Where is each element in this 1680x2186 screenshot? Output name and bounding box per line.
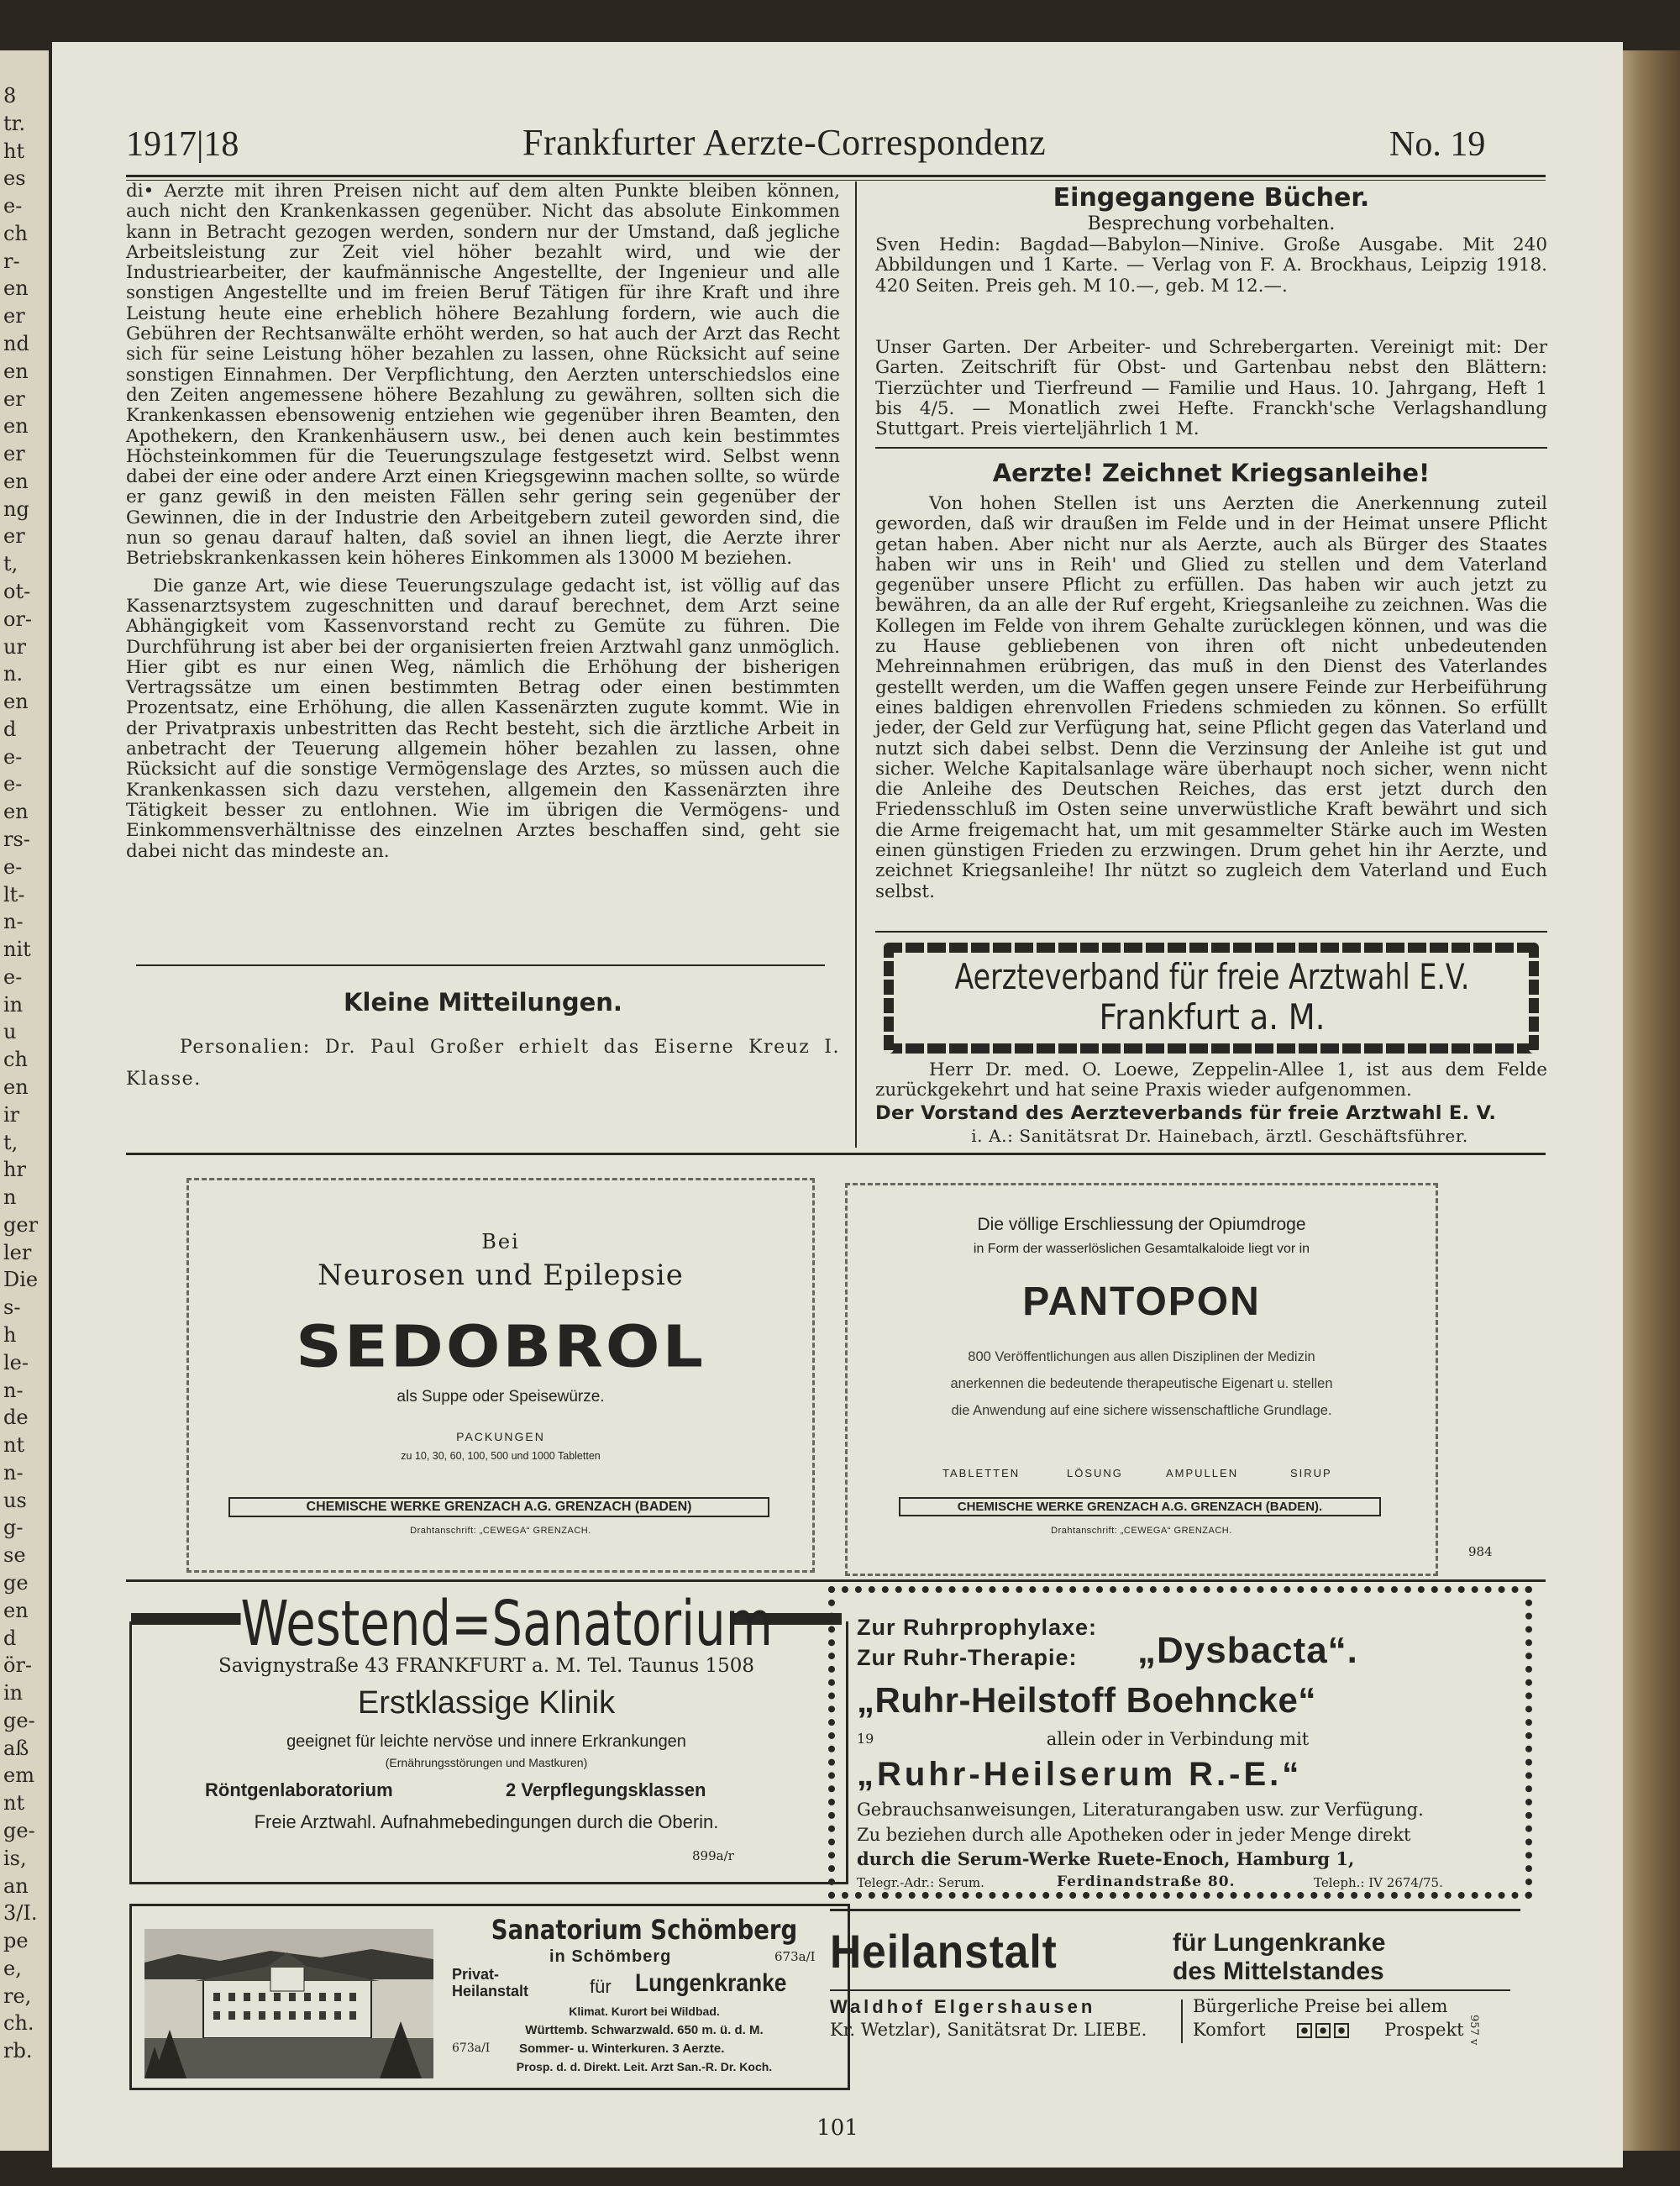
dysbacta-heilstoff: „Ruhr-Heilstoff Boehncke“ bbox=[857, 1680, 1316, 1720]
page-edge-fragment: us bbox=[3, 1488, 27, 1512]
westend-code: 899a/r bbox=[692, 1848, 734, 1863]
pantopon-line1: Die völlige Erschliessung der Opiumdroge bbox=[977, 1215, 1306, 1234]
dysbacta-num: 19 bbox=[857, 1731, 874, 1747]
page-edge-fragment: ler bbox=[3, 1240, 32, 1264]
westend-suitability: geeignet für leichte nervöse und innere Erkrankungen bbox=[286, 1732, 686, 1751]
page-edge-fragment: e, bbox=[3, 1956, 22, 1980]
page-edge-fragment: es bbox=[3, 166, 26, 191]
westend-roentgen: Röntgenlaboratorium bbox=[205, 1779, 393, 1800]
section-rule bbox=[875, 447, 1547, 449]
page-edge-fragment: is, bbox=[3, 1846, 27, 1870]
page-edge-fragment: d bbox=[3, 717, 17, 741]
page-edge-fragment: nit bbox=[3, 938, 31, 962]
page-edge-fragment: 3/I. bbox=[3, 1901, 38, 1926]
schoemberg-fuer: für bbox=[590, 1976, 612, 1997]
page-edge-fragment: lt- bbox=[3, 882, 25, 906]
page-edge-fragment: or- bbox=[3, 607, 33, 631]
dysbacta-info: Gebrauchsanweisungen, Literaturangaben usw. zur Verfügung. bbox=[857, 1800, 1424, 1820]
pantopon-line2: in Form der wasserlöslichen Gesamtalkaloide liegt vor in bbox=[973, 1242, 1310, 1256]
heilanstalt-top-rule bbox=[830, 1909, 1520, 1911]
schoemberg-sommer: Sommer- u. Winterkuren. 3 Aerzte. bbox=[519, 2041, 725, 2056]
page-edge-fragment: g- bbox=[3, 1516, 24, 1540]
page-edge-fragment: n- bbox=[3, 910, 24, 934]
header-rule bbox=[126, 175, 1546, 177]
sedobrol-bei: Bei bbox=[481, 1230, 520, 1253]
books-subtitle: Besprechung vorbehalten. bbox=[1087, 213, 1336, 234]
pantopon-wire: Drahtanschrift: „CEWEGA“ GRENZACH. bbox=[1051, 1526, 1232, 1536]
pantopon-form: TABLETTEN bbox=[942, 1467, 1021, 1479]
book-entry: Sven Hedin: Bagdad—Babylon—Ninive. Große Ausgabe. Mit 240 Abbildungen und 1 Karte. — Verlag von F. A. Brockhaus, Leipzig 1918. 420 Seiten. Preis geh. M 10.—, geb. M 12.—. bbox=[875, 234, 1547, 297]
page-edge-fragment: en bbox=[3, 1598, 29, 1622]
heilanstalt-rule bbox=[830, 1989, 1510, 1991]
schoemberg-code2: 673a/I bbox=[452, 2041, 491, 2055]
page-edge-fragment: se bbox=[3, 1543, 26, 1568]
book-entry: Unser Garten. Der Arbeiter- und Schrebergarten. Vereinigt mit: Der Garten. Zeitschrift für Obst- und Gartenbau nebst den Blättern: Tierzüchter und Tierfreund — Familie und Haus. 10. Jahrgang, Heft 1 bis 4/5. — Monatlich zwei Hefte. Franckh'sche Verlagshandlung Stuttgart. Preis vierteljährlich 1 M. bbox=[875, 337, 1547, 440]
page-edge-fragment: ch bbox=[3, 221, 28, 245]
dysbacta-street: Ferdinandstraße 80. bbox=[1057, 1873, 1236, 1890]
page-edge-fragment: e- bbox=[3, 744, 23, 769]
schoemberg-privat: Privat- bbox=[452, 1966, 500, 1983]
schoemberg-name: Sanatorium Schömberg bbox=[491, 1914, 798, 1946]
pantopon-maker: CHEMISCHE WERKE GRENZACH A.G. GRENZACH (BADEN). bbox=[899, 1497, 1381, 1516]
kleine-mitteilungen-title: Kleine Mitteilungen. bbox=[344, 988, 622, 1017]
page-edge-fragment: in bbox=[3, 1681, 24, 1705]
page-edge-fragment: ur bbox=[3, 634, 26, 659]
chain-ornament-top bbox=[884, 943, 1539, 953]
page-edge-fragment: ng bbox=[3, 497, 29, 521]
pantopon-code: 984 bbox=[1468, 1544, 1493, 1559]
page-edge-fragment: t, bbox=[3, 552, 18, 576]
page-edge-fragment: r- bbox=[3, 249, 20, 273]
page-edge-fragment: u bbox=[3, 1020, 17, 1044]
page-edge-fragment: an bbox=[3, 1873, 29, 1898]
page-edge-fragment: d bbox=[3, 1626, 17, 1650]
page-edge-fragment: em bbox=[3, 1763, 34, 1788]
verband-notice: Herr Dr. med. O. Loewe, Zeppelin-Allee 1, ist aus dem Felde zurückgekehrt und hat seine Praxis wieder aufgenommen. bbox=[875, 1059, 1547, 1101]
sanatorium-illustration bbox=[144, 1929, 433, 2078]
journal-title: Frankfurter Aerzte-Correspondenz bbox=[522, 122, 1047, 163]
page-edge-fragment: er bbox=[3, 524, 25, 549]
sedobrol-pack-sizes: zu 10, 30, 60, 100, 500 und 1000 Tabletten bbox=[401, 1450, 601, 1462]
dysbacta-info: Zu beziehen durch alle Apotheken oder in jeder Menge direkt bbox=[857, 1825, 1411, 1845]
page-edge-fragment: de bbox=[3, 1406, 29, 1430]
page-edge-fragment: t, bbox=[3, 1130, 18, 1154]
page-edge-fragment: in bbox=[3, 992, 24, 1017]
page-edge-fragment: en bbox=[3, 359, 29, 383]
dysbacta-telegr: Telegr.-Adr.: Serum. bbox=[857, 1875, 984, 1890]
sedobrol-maker: CHEMISCHE WERKE GRENZACH A.G. GRENZACH (BADEN) bbox=[228, 1497, 769, 1517]
ornament-squares-icon bbox=[1297, 2023, 1349, 2041]
page-edge-fragment: e- bbox=[3, 194, 23, 218]
page-edge-fragment: 8 bbox=[3, 84, 17, 108]
page-edge-fragment: ge- bbox=[3, 1708, 35, 1732]
schoemberg-code: 673a/I bbox=[774, 1949, 816, 1964]
pantopon-form: AMPULLEN bbox=[1166, 1467, 1239, 1479]
ads-separator bbox=[126, 1153, 1546, 1155]
page-edge-fragment: ht bbox=[3, 139, 25, 163]
page-edge-fragment: re, bbox=[3, 1984, 32, 2008]
page-edge-fragment: er bbox=[3, 442, 25, 466]
page-edge-fragment: h bbox=[3, 1323, 17, 1347]
dysbacta-teleph: Teleph.: IV 2674/75. bbox=[1314, 1875, 1443, 1890]
dysbacta-line1: Zur Ruhrprophylaxe: bbox=[857, 1615, 1098, 1640]
page-edge-fragment: nt bbox=[3, 1791, 25, 1816]
kriegsanleihe-title: Aerzte! Zeichnet Kriegsanleihe! bbox=[992, 459, 1431, 487]
page-edge-fragment: en bbox=[3, 469, 29, 493]
left-column bbox=[126, 181, 840, 862]
page-edge-fragment: e- bbox=[3, 964, 23, 989]
page-edge-fragment: nt bbox=[3, 1433, 25, 1458]
books-title: Eingegangene Bücher. bbox=[1053, 183, 1370, 213]
schoemberg-lungen: Lungenkranke bbox=[635, 1969, 787, 1997]
page-edge-fragment: rs- bbox=[3, 828, 30, 851]
sedobrol-pack: PACKUNGEN bbox=[456, 1430, 545, 1443]
pantopon-brand: PANTOPON bbox=[1022, 1280, 1261, 1324]
kriegsanleihe-text: Von hohen Stellen ist uns Aerzten die Anerkennung zuteil geworden, daß wir draußen im Felde und in der Heimat unsere Pflicht getan haben. Aber nicht nur als Aerzte, auch als Bürger des Staates haben wir uns in Reih' und Glied zu stellen und dem Vaterland gegenüber unsere Pflicht zu erfüllen. Das haben wir auch jetzt zu bewähren, da an alle der Ruf ergeht, Kriegsanleihe zu zeichnen. Was die Kollegen im Felde von ihrem Gehalte zurücklegen können, und was die zu Hause gebliebenen von ihren oft nicht unbedeutenden Mehreinnahmen erübrigen, das muß in den Dienst des Vaterlandes gestellt werden, um die Waffen gegen unsere Feinde zur Herbeiführung eines baldigen ehrenvollen Friedens schmieden zu können. So erfüllt jeder, der Geld zur Verfügung hat, seine Pflicht gegen das Vaterland und nutzt sich dabei selbst. Denn die Verzinsung der Anleihe ist gut und sicher. Welche Kapitalsanlage wäre überhaupt noch sicher, wenn nicht die Anleihe des Deutschen Reiches, das erst jetzt durch den Friedensschluß im Osten seine unverwüstliche Kraft bewährt und sich die Arme freigemacht hat, um mit gesammelter Stärke auch im Westen einen günstigen Frieden zu erzwingen. Drum gehet hin ihr Aerzte, und zeichnet Kriegsanleihe! Ihr nützt so zugleich dem Vaterland und Euch selbst. bbox=[875, 493, 1547, 902]
page-edge-fragment: Die bbox=[3, 1268, 39, 1292]
schoemberg-in: in Schömberg bbox=[549, 1947, 672, 1966]
page-edge-fragment: ir bbox=[3, 1102, 20, 1127]
ads-separator bbox=[126, 1579, 1546, 1582]
page-edge-fragment: en bbox=[3, 1075, 29, 1099]
dysbacta-combo: allein oder in Verbindung mit bbox=[1046, 1729, 1310, 1749]
heilanstalt-waldhof: Waldhof Elgershausen bbox=[830, 1996, 1096, 2017]
page-edge-fragment: pe bbox=[3, 1929, 29, 1953]
page-edge-fragment: e- bbox=[3, 772, 23, 796]
page-edge-fragment: n bbox=[3, 1185, 17, 1210]
issue-number: No. 19 bbox=[1389, 125, 1486, 164]
page-edge-fragment: e- bbox=[3, 854, 23, 879]
heilanstalt-komfort: Komfort bbox=[1193, 2020, 1266, 2040]
chain-ornament-bottom bbox=[884, 1043, 1539, 1054]
heilanstalt-code: 957 v bbox=[1467, 2015, 1480, 2046]
page-edge-fragment: ge bbox=[3, 1571, 29, 1595]
page-edge-fragment: le- bbox=[3, 1350, 29, 1374]
journal-page bbox=[52, 42, 1623, 2168]
page-edge-fragment: en bbox=[3, 414, 29, 439]
pantopon-form: SIRUP bbox=[1290, 1467, 1332, 1479]
westend-address: Savignystraße 43 FRANKFURT a. M. Tel. Taunus 1508 bbox=[218, 1655, 755, 1677]
article-paragraph: Die ganze Art, wie diese Teuerungszulage gedacht ist, ist völlig auf das Kassenarztsystem zugeschnitten und darauf berechnet, dem Arzt seine Abhängigkeit vom Kassenvorstand recht zu Gemüte zu führen. Die Durchführung ist aber bei der organisierten freien Arztwahl ganz unmöglich. Hier gibt es nur einen Weg, nämlich die Erhöhung der bisherigen Vertragssätze um einen bestimmten Betrag oder einen bestimmten Prozentsatz, eine Erhöhung, die allen Kassenärzten zugute kommt. Wie in der Privatpraxis unbestritten das Recht besteht, sich die ärztliche Arbeit in anbetracht der Teuerung allgemein höher bezahlen zu lassen, ohne Rücksicht auf die sonstige Vermögenslage des Arztes, so müssen auch die Krankenkassen sich dazu verstehen, allgemein den Kassenärzten ihre Tätigkeit besser zu entlohnen. Wie im übrigen die Vermögens- und Einkommensverhältnisse des einzelnen Arztes beschaffen sind, geht sie dabei nicht das mindeste an. bbox=[126, 575, 840, 862]
page-edge-fragment: rb. bbox=[3, 2039, 33, 2063]
sedobrol-sub: als Suppe oder Speisewürze. bbox=[396, 1388, 605, 1406]
westend-klinik: Erstklassige Klinik bbox=[357, 1685, 616, 1721]
dysbacta-werke: durch die Serum-Werke Ruete-Enoch, Hamburg 1, bbox=[857, 1848, 1355, 1869]
pantopon-form: LÖSUNG bbox=[1067, 1467, 1123, 1479]
verband-signatory: i. A.: Sanitätsrat Dr. Hainebach, ärztl. Geschäftsführer. bbox=[971, 1126, 1468, 1146]
page-edge-fragment: en bbox=[3, 276, 29, 301]
dysbacta-line2: Zur Ruhr-Therapie: bbox=[857, 1645, 1078, 1670]
heilanstalt-divider bbox=[1181, 1999, 1183, 2043]
page-edge-fragment: ge- bbox=[3, 1819, 35, 1842]
column-divider bbox=[855, 181, 857, 1148]
dysbacta-brand: „Dysbacta“. bbox=[1137, 1630, 1358, 1671]
page-edge-fragment: n. bbox=[3, 662, 24, 686]
schoemberg-prosp: Prosp. d. d. Direkt. Leit. Arzt San.-R. Dr. Koch. bbox=[516, 2060, 773, 2073]
page-edge-fragment: er bbox=[3, 304, 25, 328]
article-paragraph: di• Aerzte mit ihren Preisen nicht auf dem alten Punkte bleiben können, auch nicht den Krankenkassen gegenüber. Nicht das absolute Einkommen kann in Betracht gezogen werden, sondern nur der Umstand, daß jegliche Arbeitsleistung zur Zeit viel höher bezahlt wird, und wie der Industriearbeiter, der kaufmännische Angestellte, der Ingenieur und alle sonstigen Angestellte und im freien Beruf Tätigen für ihre Kraft und ihre Leistung heute eine erheblich höhere Bezahlung fordern, wie auch die Gebühren der Rechtsanwälte erhöht werden, so hat auch der Arzt das Recht sich für seine Leistung höher bezahlen zu lassen, ohne Rücksicht auf seine sonstigen Einnahmen. Der Verpflichtung, den Aerzten unterschiedslos eine den Zeiten angemessene höhere Bezahlung zu gewähren, sollten sich die Krankenkassen ebensowenig entziehen wie gegenüber ihren Beamten, den Apothekern, den Krankenhäusern usw., bei denen auch kein bestimmtes Höchsteinkommen für die Teuerungszulage festgesetzt wird. Selbst wenn dabei der eine oder andere Arzt einen Kriegsgewinn machen sollte, so würde er ganz gewiß in den meisten Fällen sehr gering sein gegenüber der Gewinnen, die in der Industrie den Arbeitgebern zuteil geworden sind, die nun so genau darauf halten, daß soviel an ihnen liegt, die Aerzte ihrer Betriebskrankenkassen kein höheres Einkommen als 13000 M beziehen. bbox=[126, 181, 840, 570]
section-rule bbox=[136, 964, 825, 966]
heilanstalt-preise: Bürgerliche Preise bei allem bbox=[1193, 1996, 1448, 2016]
heilanstalt-name: Heilanstalt bbox=[830, 1925, 1058, 1978]
verband-title: Aerzteverband für freie Arztwahl E.V. bbox=[954, 956, 1470, 997]
section-rule bbox=[875, 931, 1547, 933]
verband-city: Frankfurt a. M. bbox=[1099, 996, 1326, 1038]
sedobrol-indication: Neurosen und Epilepsie bbox=[318, 1259, 684, 1292]
volume-year: 1917|18 bbox=[126, 125, 239, 164]
sedobrol-brand: SEDOBROL bbox=[296, 1312, 706, 1380]
page-edge-fragment: s- bbox=[3, 1295, 21, 1320]
page-edge-fragment: nd bbox=[3, 332, 29, 355]
heilanstalt-des: des Mittelstandes bbox=[1173, 1957, 1384, 1985]
chain-ornament-right bbox=[1529, 943, 1539, 1054]
page-edge-fragment: en bbox=[3, 690, 29, 714]
heilanstalt-kr: Kr. Wetzlar), Sanitätsrat Dr. LIEBE. bbox=[830, 2020, 1147, 2040]
heilanstalt-prospekt: Prospekt bbox=[1384, 2020, 1464, 2040]
page-edge-fragment: ot- bbox=[3, 580, 31, 603]
dysbacta-heilserum: „Ruhr-Heilserum R.-E.“ bbox=[857, 1756, 1303, 1793]
pantopon-text: die Anwendung auf eine sichere wissenschaftliche Grundlage. bbox=[951, 1403, 1332, 1418]
verband-signature: Der Vorstand des Aerzteverbands für freie Arztwahl E. V. bbox=[875, 1102, 1497, 1124]
heilanstalt-fuer: für Lungenkranke bbox=[1173, 1929, 1386, 1957]
adjacent-page-edge bbox=[0, 50, 49, 2151]
sedobrol-wire: Drahtanschrift: „CEWEGA“ GRENZACH. bbox=[410, 1526, 591, 1536]
page-edge-fragment: ör- bbox=[3, 1653, 33, 1678]
chain-ornament-left bbox=[884, 943, 894, 1054]
page-edge-fragment: n- bbox=[3, 1378, 24, 1402]
schoemberg-kurort: Klimat. Kurort bei Wildbad. bbox=[569, 2005, 720, 2018]
page-edge-fragment: ch. bbox=[3, 2011, 34, 2036]
page-number: 101 bbox=[816, 2115, 858, 2141]
westend-freie: Freie Arztwahl. Aufnahmebedingungen durch die Oberin. bbox=[254, 1811, 719, 1832]
westend-suitability-sub: (Ernährungsstörungen und Mastkuren) bbox=[385, 1756, 588, 1769]
westend-klassen: 2 Verpflegungsklassen bbox=[506, 1779, 706, 1800]
page-edge-fragment: aß bbox=[3, 1736, 29, 1760]
schoemberg-wurtt: Württemb. Schwarzwald. 650 m. ü. d. M. bbox=[525, 2023, 764, 2037]
pantopon-text: anerkennen die bedeutende therapeutische Eigenart u. stellen bbox=[950, 1376, 1333, 1391]
page-edge-fragment: n- bbox=[3, 1460, 24, 1484]
personalien-text: Personalien: Dr. Paul Großer erhielt das Eiserne Kreuz I. Klasse. bbox=[126, 1037, 840, 1090]
page-edge-fragment: ch bbox=[3, 1048, 28, 1072]
book-spine-edge bbox=[1617, 50, 1680, 2151]
page-edge-fragment: hr bbox=[3, 1158, 26, 1182]
page-edge-fragment: er bbox=[3, 386, 25, 411]
page-edge-fragment: en bbox=[3, 800, 29, 824]
page-edge-fragment: tr. bbox=[3, 111, 26, 135]
westend-name: Westend=Sanatorium bbox=[240, 1588, 773, 1660]
page-edge-fragment: ger bbox=[3, 1212, 39, 1237]
pantopon-text: 800 Veröffentlichungen aus allen Disziplinen der Medizin bbox=[968, 1349, 1315, 1364]
schoemberg-heil: Heilanstalt bbox=[452, 1983, 529, 1999]
